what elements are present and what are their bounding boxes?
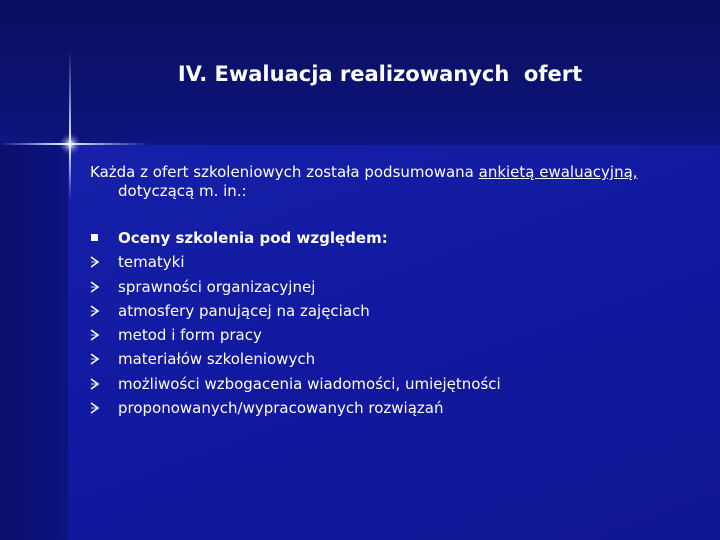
list-heading: Oceny szkolenia pod względem: bbox=[118, 229, 388, 247]
list-item-label: materiałów szkoleniowych bbox=[118, 350, 316, 369]
list-item bbox=[90, 374, 690, 398]
arrow-bullet-icon bbox=[90, 378, 100, 390]
list-item bbox=[90, 277, 690, 301]
arrow-bullet-icon bbox=[90, 329, 100, 341]
arrow-bullet-icon bbox=[90, 256, 100, 268]
list-item bbox=[90, 398, 690, 422]
arrow-bullet-icon bbox=[90, 281, 100, 293]
sparkle-icon bbox=[60, 134, 80, 154]
arrow-bullet-icon bbox=[90, 353, 100, 365]
intro-paragraph bbox=[90, 163, 690, 201]
intro-text-continued: dotyczącą m. in.: bbox=[118, 182, 247, 200]
list-item bbox=[90, 325, 690, 349]
list-item-label: metod i form pracy bbox=[118, 326, 262, 345]
arrow-bullet-icon bbox=[90, 305, 100, 317]
list-item bbox=[90, 349, 690, 373]
intro-text: Każda z ofert szkoleniowych została podsumowana bbox=[90, 163, 479, 181]
list-item bbox=[90, 252, 690, 276]
criteria-list bbox=[90, 228, 690, 422]
list-heading-item bbox=[90, 228, 690, 252]
slide-title: IV. Ewaluacja realizowanych ofert bbox=[177, 62, 583, 86]
list-item-label: tematyki bbox=[118, 253, 185, 272]
slide-left-band bbox=[0, 145, 68, 540]
list-item-label: proponowanych/wypracowanych rozwiązań bbox=[118, 399, 444, 418]
arrow-bullet-icon bbox=[90, 402, 100, 414]
square-bullet-icon bbox=[91, 234, 98, 241]
list-item-label: sprawności organizacyjnej bbox=[118, 277, 316, 296]
list-item bbox=[90, 301, 690, 325]
list-item-label: atmosfery panującej na zajęciach bbox=[118, 301, 370, 320]
list-item-label: możliwości wzbogacenia wiadomości, umiejętności bbox=[118, 374, 501, 393]
survey-link-text: ankietą ewaluacyjną, bbox=[478, 163, 638, 181]
